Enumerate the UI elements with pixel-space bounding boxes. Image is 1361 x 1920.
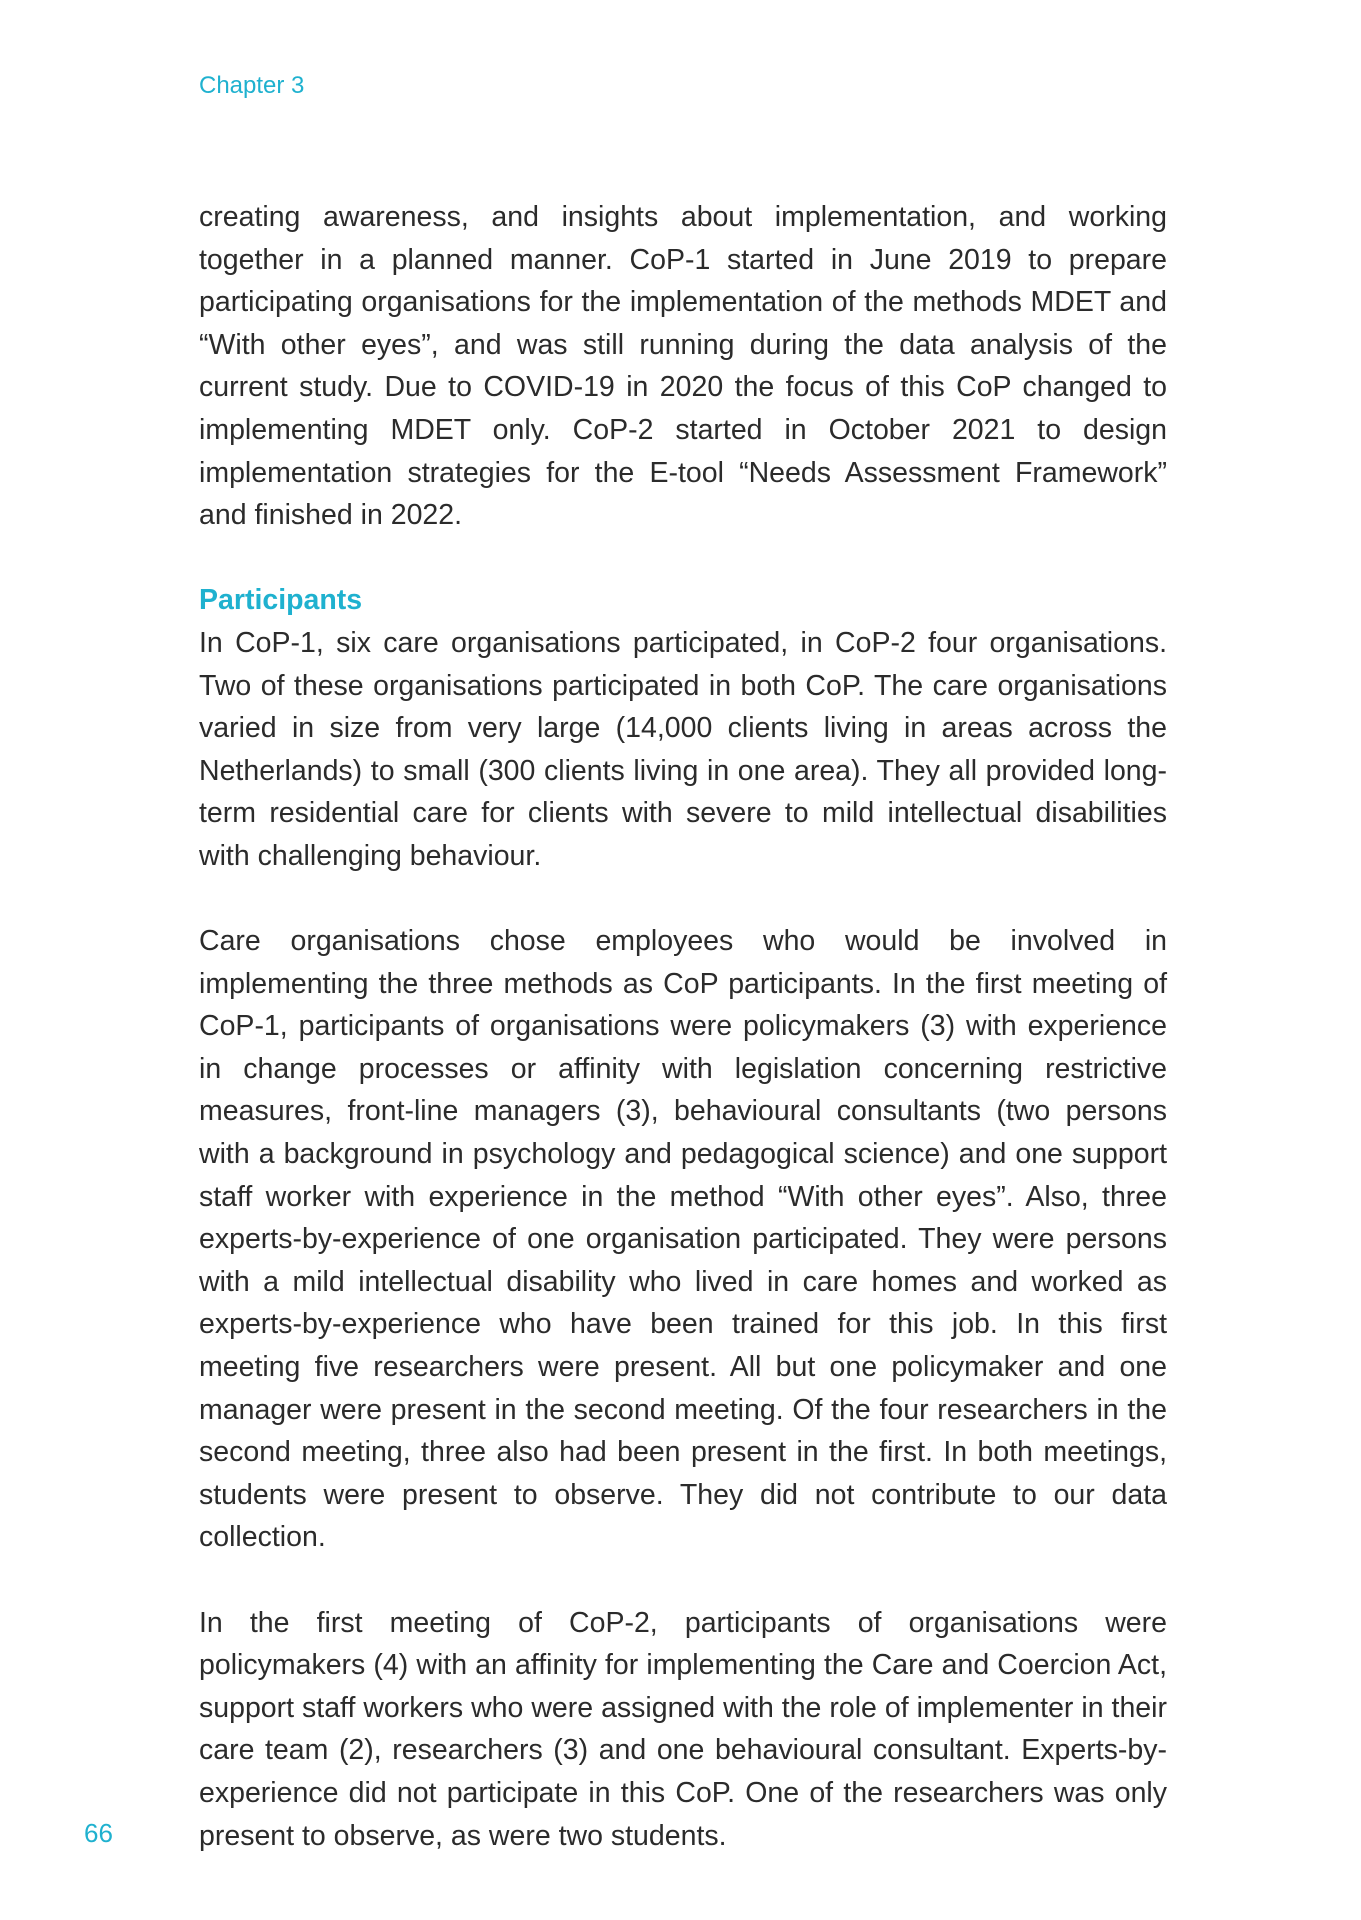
page-number: 66 xyxy=(84,1818,113,1848)
participants-paragraph-2: Care organisations chose employees who would be involved in implementing the three methods as CoP participants. In the first meeting of CoP-1, participants of organisations were policymakers (3) with experience in change processes or affinity with legislation concerning restrictive measures, front-line managers (3), behavioural consultants (two persons with a background in psychology and pedagogical science) and one support staff worker with experience in the method “With other eyes”. Also, three experts-by-experience of one organisation participated. They were persons with a mild intellectual disability who lived in care homes and worked as experts-by-experience who have been trained for this job. In this first meeting five researchers were present. All but one policymaker and one manager were present in the second meeting. Of the four researchers in the second meeting, three also had been present in the first. In both meetings, students were present to observe. They did not contribute to our data collection. xyxy=(199,925,1167,1554)
paragraph-spacer xyxy=(199,1559,1167,1602)
participants-paragraph-1: In CoP-1, six care organisations participated, in CoP-2 four organisations. Two of these organisations participated in both CoP. The care organisations varied in size from very large (14,000 clients living in areas across the Netherlands) to small (300 clients living in one area). They all provided long-term residential care for clients with severe to mild intellectual disabilities with challenging behaviour. xyxy=(199,626,1167,872)
intro-paragraph: creating awareness, and insights about implementation, and working together in a planned manner. CoP-1 started in June 2019 to prepare participating organisations for the implementation of the methods MDET and “With other eyes”, and was still running during the data analysis of the current study. Due to COVID-19 in 2020 the focus of this CoP changed to implementing MDET only. CoP-2 started in October 2021 to design implementation strategies for the E-tool “Needs Assessment Framework” and finished in 2022. xyxy=(199,201,1167,532)
running-header-chapter: Chapter 3 xyxy=(199,72,305,99)
paragraph-spacer xyxy=(199,537,1167,580)
paragraph-spacer xyxy=(199,878,1167,921)
participants-paragraph-3: In the first meeting of CoP-2, participants of organisations were policymakers (4) with an affinity for implementing the Care and Coercion Act, support staff workers who were assigned with the role of implementer in their care team (2), researchers (3) and one behavioural consultant. Experts-by-experience did not participate in this CoP. One of the researchers was only present to observe, as were two students. xyxy=(199,1606,1167,1852)
page-body xyxy=(199,196,1167,1857)
section-heading-participants: Participants xyxy=(199,584,363,617)
